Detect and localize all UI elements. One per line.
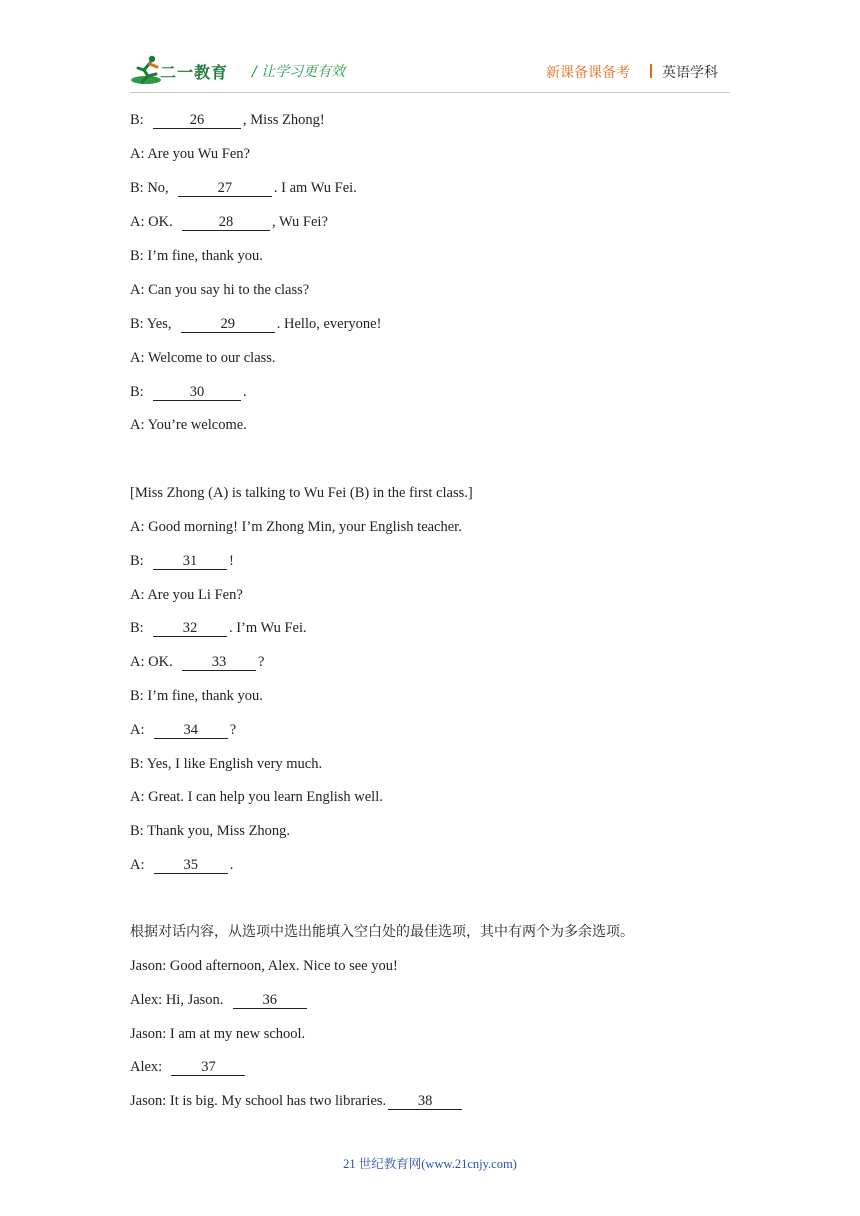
- line-suffix: .: [242, 384, 247, 400]
- logo-text: 二一教育: [160, 63, 229, 82]
- dialogue-line: Jason: Good afternoon, Alex. Nice to see you!: [130, 958, 398, 974]
- blank-33: 33: [182, 654, 256, 671]
- line-prefix: Jason: It is big. My school has two libraries.: [130, 1093, 387, 1109]
- dialogue-line: Jason: I am at my new school.: [130, 1026, 306, 1042]
- line-prefix: B: Yes,: [130, 316, 179, 332]
- dialogue-line: A: Great. I can help you learn English well.: [130, 789, 383, 805]
- dialogue-line-with-blank: [130, 178, 357, 198]
- line-prefix: B:: [130, 620, 151, 636]
- dialogue-line-with-blank: [130, 382, 247, 402]
- line-suffix: . Hello, everyone!: [276, 316, 382, 332]
- dialogue-line-with-blank: [130, 212, 328, 232]
- line-suffix: .: [229, 857, 234, 873]
- dialogue-line: A: You’re welcome.: [130, 417, 247, 433]
- blank-27: 27: [178, 180, 272, 197]
- instruction-line: 根据对话内容，从选项中选出能填入空白处的最佳选项，其中有两个为多余选项。: [130, 924, 634, 940]
- line-prefix: A: OK.: [130, 654, 180, 670]
- blank-26: 26: [153, 112, 241, 129]
- blank-37: 37: [171, 1059, 245, 1076]
- line-suffix: . I am Wu Fei.: [273, 180, 357, 196]
- slogan: / 让学习更有效: [252, 64, 346, 80]
- line-prefix: Alex:: [130, 1059, 170, 1075]
- line-prefix: B:: [130, 112, 151, 128]
- line-prefix: A: OK.: [130, 214, 180, 230]
- header-rule: [130, 92, 730, 93]
- dialogue-line: A: Good morning! I’m Zhong Min, your English teacher.: [130, 519, 462, 535]
- dialogue-line: [Miss Zhong (A) is talking to Wu Fei (B) in the first class.]: [130, 485, 473, 501]
- dialogue-line-with-blank: [130, 314, 381, 334]
- blank-35: 35: [154, 857, 228, 874]
- blank-34: 34: [154, 722, 228, 739]
- line-suffix: . I’m Wu Fei.: [228, 620, 307, 636]
- blank-38: 38: [388, 1093, 462, 1110]
- line-suffix: , Miss Zhong!: [242, 112, 325, 128]
- line-prefix: B: No,: [130, 180, 176, 196]
- line-suffix: , Wu Fei?: [271, 214, 328, 230]
- page-footer: 21 世纪教育网(www.21cnjy.com): [343, 1157, 517, 1171]
- dialogue-line: B: I’m fine, thank you.: [130, 248, 263, 264]
- line-prefix: B:: [130, 553, 151, 569]
- dialogue-line-with-blank: [130, 1057, 247, 1077]
- dialogue-line: B: Thank you, Miss Zhong.: [130, 823, 291, 839]
- line-prefix: A:: [130, 857, 152, 873]
- line-suffix: !: [228, 553, 234, 569]
- blank-28: 28: [182, 214, 270, 231]
- dialogue-line-with-blank: [130, 855, 233, 875]
- line-suffix: ?: [257, 654, 265, 670]
- page-header: [0, 0, 860, 96]
- line-prefix: B:: [130, 384, 151, 400]
- line-suffix: ?: [229, 722, 237, 738]
- blank-29: 29: [181, 316, 275, 333]
- line-prefix: Alex: Hi, Jason.: [130, 992, 231, 1008]
- dialogue-line: A: Welcome to our class.: [130, 350, 276, 366]
- dialogue-line: B: Yes, I like English very much.: [130, 756, 323, 772]
- dialogue-line: A: Are you Li Fen?: [130, 587, 243, 603]
- dialogue-line-with-blank: [130, 1091, 464, 1111]
- dialogue-line: A: Can you say hi to the class?: [130, 282, 310, 298]
- dialogue-line: B: I’m fine, thank you.: [130, 688, 263, 704]
- dialogue-line-with-blank: [130, 652, 264, 672]
- logo: [130, 52, 240, 92]
- dialogue-line-with-blank: [130, 720, 236, 740]
- dialogue-line-with-blank: [130, 990, 309, 1010]
- blank-30: 30: [153, 384, 241, 401]
- dialogue-line-with-blank: [130, 618, 307, 638]
- dialogue-line-with-blank: [130, 110, 325, 130]
- header-divider: [650, 64, 652, 78]
- line-prefix: A:: [130, 722, 152, 738]
- dialogue-line: A: Are you Wu Fen?: [130, 146, 250, 162]
- blank-32: 32: [153, 620, 227, 637]
- blank-31: 31: [153, 553, 227, 570]
- dialogue-line-with-blank: [130, 551, 234, 571]
- header-tag: 新课备课备考: [546, 65, 630, 81]
- blank-36: 36: [233, 992, 307, 1009]
- subject-label: 英语学科: [662, 65, 718, 81]
